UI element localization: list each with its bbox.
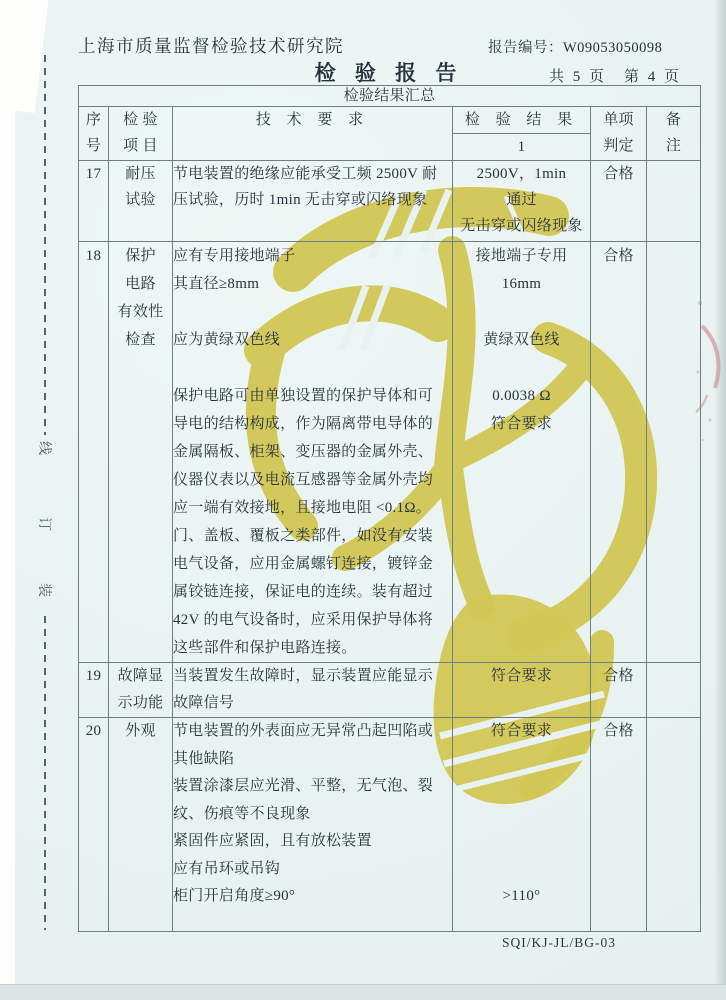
col-header-line: 项 目 [123,138,158,154]
req-line: 这些部件和保护电路连接。 [173,640,357,656]
org-name: 上海市质量监督检验技术研究院 [78,36,344,56]
verdict-value: 合格 [603,723,634,739]
req-line: 节电装置的绝缘应能承受工频 2500V 耐 [173,166,438,182]
remark-cell [647,718,701,932]
result-line: 通过 [506,192,537,208]
item-cell [109,718,173,932]
req-line: 保护电路可由单独设置的保护导体和可 [173,388,434,404]
req-line: 电气设备，应用金属螺钉连接，镀锌金 [173,556,434,572]
col-header-item [109,107,173,161]
col-header-line: 号 [85,138,102,154]
item-line: 有效性 [117,304,164,320]
req-line: 仪器仪表以及电流互感器等金属外壳均 [173,472,434,488]
seq-number: 19 [85,668,102,684]
report-number [488,36,662,57]
result-cell [453,242,591,663]
col-header-line: 检 验 结 果 [453,107,590,134]
item-line: 保护 [125,248,156,264]
verdict-value: 合格 [603,166,634,182]
req-line [173,354,452,382]
req-line: 42V 的电气设备时，应采用保护导体将 [173,612,434,628]
binding-dashed-line [44,55,46,435]
req-line: 其直径≥8mm [173,276,260,292]
req-line: 纹、伤痕等不良现象 [173,805,311,822]
report-number-label: 报告编号： [488,40,563,56]
req-line: 属铰链连接，保证电的连续。装有超过 [173,584,434,600]
verdict-cell [591,161,647,242]
item-cell [109,242,173,663]
doc-code: SQI/KJ-JL/BG-03 [502,935,617,950]
binding-line-char: 订 [36,517,51,531]
col-header-seq [79,107,109,161]
col-header-line: 序 [85,112,102,128]
table-row [79,161,701,242]
verdict-value: 合格 [603,668,634,684]
item-line: 故障显 [117,668,164,684]
verdict-value: 合格 [603,248,634,264]
req-line: 门、盖板、覆板之类部件，如没有安装 [173,528,434,544]
result-line [453,801,590,829]
item-line: 示功能 [117,695,164,711]
results-table [78,85,701,932]
req-line: 应有专用接地端子 [173,248,296,264]
result-line [453,298,590,326]
requirement-cell [173,718,453,932]
item-cell [109,161,173,242]
remark-cell [647,161,701,242]
seq-cell [79,718,109,932]
summary-title: 检验结果汇总 [79,86,701,107]
req-line: 节电装置的外表面应无异常凸起凹陷或 [173,723,434,739]
result-line: 黄绿双色线 [483,332,560,348]
binding-dashed-line [44,616,46,930]
report-number-value: W09053050098 [563,40,663,56]
seq-number: 18 [85,248,102,264]
result-line: >110° [502,888,541,904]
col-header-requirement [173,107,453,161]
req-line [173,298,452,326]
result-line: 2500V，1min [476,166,567,182]
result-line [453,773,590,801]
result-line [453,856,590,884]
verdict-cell [591,242,647,663]
result-line [453,828,590,856]
req-line: 装置涂漆层应光滑、平整，无气泡、裂 [173,778,434,794]
seq-cell [79,161,109,242]
item-line: 试验 [125,192,156,208]
col-header-line: 注 [665,138,682,154]
requirement-cell [173,242,453,663]
req-line: 故障信号 [173,695,235,711]
result-line: 符合要求 [490,723,553,739]
seq-number: 17 [85,166,102,182]
seq-number: 20 [85,723,102,739]
req-line: 应一端有效接地，且接地电阻 <0.1Ω。 [173,500,432,516]
result-line: 符合要求 [490,416,553,432]
doc-title: 检 验 报 告 [314,61,464,85]
col-header-line: 判定 [603,138,634,154]
col-header-remark [647,107,701,161]
requirement-cell [173,663,453,718]
item-line: 检查 [125,332,156,348]
col-header-result [453,107,591,161]
binding-line-char: 装 [36,583,51,597]
table-row [79,663,701,718]
result-line: 无击穿或闪络现象 [460,218,583,234]
result-cell [453,718,591,932]
requirement-cell [173,161,453,242]
req-line: 应为黄绿双色线 [173,332,281,348]
req-line: 应有吊环或吊钩 [173,860,281,877]
result-cell [453,663,591,718]
item-line: 电路 [125,276,156,292]
seq-cell [79,242,109,663]
binding-line-char: 线 [36,441,51,455]
req-line: 柜门开启角度≥90° [173,888,296,904]
result-cell [453,161,591,242]
col-header-line: 检 验 [123,112,158,128]
table-row [79,242,701,663]
col-header-line: 技 术 要 求 [255,112,370,128]
col-header-line: 单项 [603,112,634,128]
result-line [453,746,590,774]
remark-cell [647,242,701,663]
table-row [79,718,701,932]
req-line: 导电的结构构成，作为隔离带电导体的 [173,416,434,432]
verdict-cell [591,718,647,932]
col-header-verdict [591,107,647,161]
req-line: 其他缺陷 [173,750,235,767]
item-line: 外观 [125,723,156,739]
verdict-cell [591,663,647,718]
result-line: 接地端子专用 [475,248,568,264]
remark-cell [647,663,701,718]
page-count: 共 5 页 第 4 页 [549,69,682,85]
req-line: 压试验，历时 1min 无击穿或闪络现象 [173,192,428,208]
result-line [453,354,590,382]
req-line: 金属隔板、柜架、变压器的金属外壳、 [173,444,434,460]
result-line: 16mm [501,276,542,292]
col-header-result-sub: 1 [517,139,526,155]
item-line: 耐压 [125,166,156,182]
summary-title-row [79,86,701,107]
col-header-line: 备 [665,112,682,128]
result-line: 0.0038 Ω [492,388,551,404]
result-line: 符合要求 [490,668,553,684]
header-row [79,107,701,161]
item-cell [109,663,173,718]
req-line: 当装置发生故障时，显示装置应能显示 [173,668,434,684]
seq-cell [79,663,109,718]
req-line: 紧固件应紧固，且有放松装置 [173,833,372,849]
